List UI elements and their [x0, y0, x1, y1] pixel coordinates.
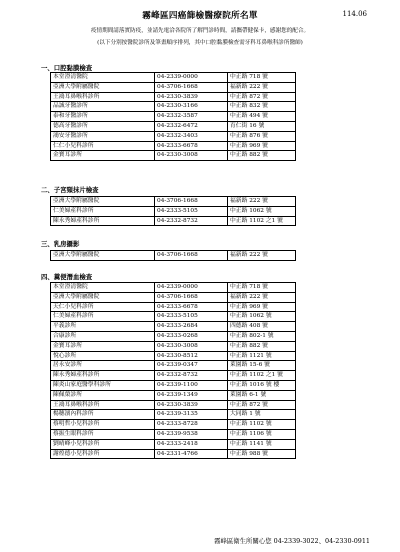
- footer-contact: 霧峰區衛生所關心您 04-2339-3022、04-2330-0911: [214, 537, 370, 545]
- section-heading-pap-smear: 二、子宮頸抹片檢查: [41, 186, 99, 194]
- clinic-name-cell: 蔡明哲小兒科診所: [51, 420, 155, 430]
- table-row: [51, 322, 296, 332]
- clinic-address-cell: 中正路 1121 號: [228, 351, 296, 361]
- clinic-phone-cell: 04-2339-0000: [155, 283, 228, 293]
- clinic-name-cell: 王鴻耳鼻喉科診所: [51, 400, 155, 410]
- clinic-name-cell: 陳永秀婦產科診所: [51, 371, 155, 381]
- clinic-name-cell: 居永安診所: [51, 361, 155, 371]
- clinic-name-cell: 謝煌德小兒科診所: [51, 449, 155, 459]
- clinic-name-cell: 泰和牙醫診所: [51, 112, 155, 122]
- clinic-address-cell: 四德路 408 號: [228, 322, 296, 332]
- clinic-phone-cell: 04-2330-3008: [155, 151, 228, 161]
- clinic-table-mammography: [50, 250, 296, 261]
- table-row: [51, 92, 296, 102]
- clinic-name-cell: 本堂澄清醫院: [51, 283, 155, 293]
- clinic-address-cell: 大同路 1 號: [228, 410, 296, 420]
- clinic-phone-cell: 04-2333-8728: [155, 420, 228, 430]
- document-date: 114.06: [342, 10, 367, 18]
- clinic-address-cell: 中正路 494 號: [228, 112, 296, 122]
- table-row: [51, 206, 296, 216]
- clinic-phone-cell: 04-2330-3839: [155, 400, 228, 410]
- clinic-phone-cell: 04-2330-3839: [155, 92, 228, 102]
- clinic-address-cell: 中正路 1062 號: [228, 312, 296, 322]
- clinic-address-cell: 中正路 969 號: [228, 302, 296, 312]
- clinic-phone-cell: 04-2330-3166: [155, 102, 228, 112]
- clinic-name-cell: 德高牙醫診所: [51, 121, 155, 131]
- clinic-address-cell: 中正路 876 號: [228, 131, 296, 141]
- clinic-table-oral: [50, 72, 296, 161]
- table-row: [51, 351, 296, 361]
- clinic-phone-cell: 04-2332-3403: [155, 131, 228, 141]
- clinic-address-cell: 中正路 832 號: [228, 102, 296, 112]
- clinic-phone-cell: 04-2331-4766: [155, 449, 228, 459]
- clinic-address-cell: 中正路 802-1 號: [228, 331, 296, 341]
- table-row: [51, 131, 296, 141]
- table-row: [51, 141, 296, 151]
- clinic-address-cell: 中正路 1141 號: [228, 439, 296, 449]
- clinic-address-cell: 福新路 222 號: [228, 292, 296, 302]
- clinic-address-cell: 中正路 1062 號: [228, 206, 296, 216]
- clinic-name-cell: 王鴻耳鼻喉科診所: [51, 92, 155, 102]
- clinic-phone-cell: 04-3706-1668: [155, 292, 228, 302]
- clinic-phone-cell: 04-2332-6472: [155, 121, 228, 131]
- clinic-name-cell: 亞洲大學附屬醫院: [51, 197, 155, 207]
- clinic-phone-cell: 04-2339-0347: [155, 361, 228, 371]
- notice-line-1: 疫情期間請落實防疫，並請先電洽各院所了解門診時間，請攜帶健保卡，感謝您的配合。: [90, 28, 310, 34]
- clinic-phone-cell: 04-2332-8732: [155, 371, 228, 381]
- clinic-phone-cell: 04-2339-1100: [155, 380, 228, 390]
- table-row: [51, 302, 296, 312]
- table-row: [51, 341, 296, 351]
- clinic-name-cell: 楊穗濱內科診所: [51, 410, 155, 420]
- clinic-name-cell: 仁美婦產科診所: [51, 312, 155, 322]
- clinic-name-cell: 合康診所: [51, 331, 155, 341]
- clinic-name-cell: 亞洲大學附屬醫院: [51, 292, 155, 302]
- table-row: [51, 439, 296, 449]
- table-row: [51, 331, 296, 341]
- table-row: [51, 216, 296, 226]
- page-title: 霧峰區四癌篩檢醫療院所名單: [142, 11, 258, 21]
- clinic-address-cell: 中正路 1102 之1 號: [228, 371, 296, 381]
- clinic-address-cell: 育仁街 16 號: [228, 121, 296, 131]
- clinic-name-cell: 金寶耳診所: [51, 341, 155, 351]
- clinic-address-cell: 中正路 1016 號 樓: [228, 380, 296, 390]
- clinic-phone-cell: 04-2333-6678: [155, 302, 228, 312]
- table-row: [51, 292, 296, 302]
- clinic-address-cell: 福新路 222 號: [228, 82, 296, 92]
- clinic-phone-cell: 04-2332-3587: [155, 112, 228, 122]
- clinic-name-cell: 仁仁小兒科診所: [51, 141, 155, 151]
- section-heading-fecal-occult-blood: 四、糞便潛血檢查: [41, 273, 93, 281]
- clinic-phone-cell: 04-2333-2418: [155, 439, 228, 449]
- clinic-phone-cell: 04-2333-6678: [155, 141, 228, 151]
- clinic-name-cell: 陳炎山家庭醫學科診所: [51, 380, 155, 390]
- table-row: [51, 371, 296, 381]
- clinic-phone-cell: 04-2339-1349: [155, 390, 228, 400]
- clinic-name-cell: 天仁小兒科診所: [51, 302, 155, 312]
- table-row: [51, 112, 296, 122]
- clinic-name-cell: 亞洲大學附屬醫院: [51, 251, 155, 261]
- clinic-name-cell: 蔡振生眼科診所: [51, 429, 155, 439]
- clinic-phone-cell: 04-2333-5105: [155, 206, 228, 216]
- clinic-phone-cell: 04-2339-9538: [155, 429, 228, 439]
- clinic-name-cell: 本堂澄清醫院: [51, 73, 155, 83]
- clinic-name-cell: 品誠牙醫診所: [51, 102, 155, 112]
- table-row: [51, 380, 296, 390]
- clinic-address-cell: 中正路 969 號: [228, 141, 296, 151]
- clinic-address-cell: 萊園路 15-6 號: [228, 361, 296, 371]
- table-row: [51, 251, 296, 261]
- table-row: [51, 429, 296, 439]
- clinic-name-cell: 陳佩榮診所: [51, 390, 155, 400]
- table-row: [51, 82, 296, 92]
- table-row: [51, 400, 296, 410]
- clinic-phone-cell: 04-2339-0000: [155, 73, 228, 83]
- clinic-name-cell: 劉晴峰小兒科診所: [51, 439, 155, 449]
- table-row: [51, 361, 296, 371]
- clinic-address-cell: 福新路 222 號: [228, 197, 296, 207]
- clinic-phone-cell: 04-2333-2684: [155, 322, 228, 332]
- clinic-phone-cell: 04-2330-8512: [155, 351, 228, 361]
- clinic-name-cell: 亞洲大學附屬醫院: [51, 82, 155, 92]
- clinic-address-cell: 中正路 882 號: [228, 151, 296, 161]
- clinic-address-cell: 萊園路 6-1 號: [228, 390, 296, 400]
- clinic-name-cell: 平義診所: [51, 322, 155, 332]
- table-row: [51, 420, 296, 430]
- clinic-table-pap-smear: [50, 196, 296, 226]
- table-row: [51, 102, 296, 112]
- clinic-table-fecal-occult-blood: [50, 282, 296, 459]
- table-row: [51, 197, 296, 207]
- clinic-name-cell: 悅心診所: [51, 351, 155, 361]
- clinic-name-cell: 仁美婦產科診所: [51, 206, 155, 216]
- clinic-phone-cell: 04-2333-5105: [155, 312, 228, 322]
- table-row: [51, 449, 296, 459]
- clinic-address-cell: 中正路 882 號: [228, 341, 296, 351]
- clinic-address-cell: 中正路 718 號: [228, 283, 296, 293]
- clinic-phone-cell: 04-3706-1668: [155, 251, 228, 261]
- clinic-phone-cell: 04-2339-3135: [155, 410, 228, 420]
- clinic-address-cell: 中正路 1102 之1 號: [228, 216, 296, 226]
- clinic-phone-cell: 04-2330-3008: [155, 341, 228, 351]
- clinic-phone-cell: 04-3706-1668: [155, 82, 228, 92]
- table-row: [51, 151, 296, 161]
- clinic-name-cell: 陳永秀婦產科診所: [51, 216, 155, 226]
- table-row: [51, 121, 296, 131]
- table-row: [51, 390, 296, 400]
- clinic-address-cell: 中正路 1102 號: [228, 420, 296, 430]
- clinic-phone-cell: 04-3706-1668: [155, 197, 228, 207]
- clinic-address-cell: 中正路 872 號: [228, 92, 296, 102]
- table-row: [51, 410, 296, 420]
- section-heading-oral: 一、口腔黏膜檢查: [41, 64, 93, 72]
- table-row: [51, 312, 296, 322]
- table-row: [51, 73, 296, 83]
- table-row: [51, 283, 296, 293]
- section-heading-mammography: 三、乳房攝影: [41, 240, 80, 248]
- clinic-address-cell: 中正路 718 號: [228, 73, 296, 83]
- notice-line-2: (以下分別按醫院診所及筆畫順序排列，其中口腔黏膜檢查需牙科耳鼻喉科診所醫師): [97, 40, 303, 46]
- clinic-phone-cell: 04-2332-8732: [155, 216, 228, 226]
- clinic-phone-cell: 04-2333-0268: [155, 331, 228, 341]
- clinic-name-cell: 金寶耳診所: [51, 151, 155, 161]
- clinic-address-cell: 中正路 1106 號: [228, 429, 296, 439]
- clinic-address-cell: 福新路 222 號: [228, 251, 296, 261]
- clinic-address-cell: 中正路 872 號: [228, 400, 296, 410]
- clinic-address-cell: 中正路 988 號: [228, 449, 296, 459]
- clinic-name-cell: 鴻安牙醫診所: [51, 131, 155, 141]
